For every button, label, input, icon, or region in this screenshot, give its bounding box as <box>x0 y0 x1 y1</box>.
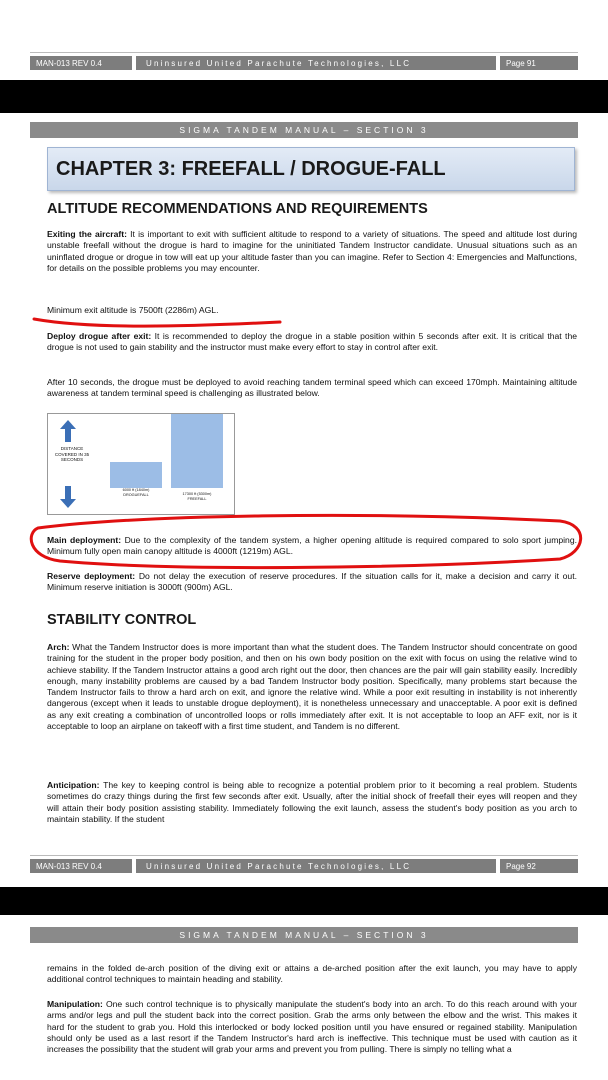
arch-label: Arch: <box>47 642 70 652</box>
chart-category-freefall: FREEFALL <box>187 496 207 501</box>
footer-rule <box>30 52 578 53</box>
arch-paragraph <box>47 642 577 732</box>
chart-bar-freefall <box>171 414 223 488</box>
chart-label-freefall <box>171 492 223 501</box>
deploy-paragraph <box>47 331 577 354</box>
arrow-down-icon <box>60 486 76 508</box>
stability-heading: STABILITY CONTROL <box>47 612 197 628</box>
page-footer <box>30 859 578 873</box>
reserve-deployment-text: Do not delay the execution of reserve procedures. If the situation calls for it, make a decision and carry it out. Minimum reserve initiation is 3000ft (900m) AGL. <box>47 571 577 593</box>
manipulation-paragraph <box>47 999 577 1055</box>
section-header: SIGMA TANDEM MANUAL – SECTION 3 <box>30 122 578 138</box>
chart-bar-droguefall <box>110 462 162 488</box>
footer-rule <box>30 855 578 856</box>
manipulation-label: Manipulation: <box>47 999 103 1009</box>
min-exit-altitude: Minimum exit altitude is 7500ft (2286m) AGL. <box>47 305 219 315</box>
page-92 <box>0 113 608 887</box>
chapter-title: CHAPTER 3: FREEFALL / DROGUE-FALL <box>56 157 446 180</box>
company-name: Uninsured United Parachute Technologies, LLC <box>136 859 496 873</box>
chart-category-droguefall: DROGUEFALL <box>123 492 149 497</box>
reserve-deployment-label: Reserve deployment: <box>47 571 136 581</box>
doc-revision: MAN-013 REV 0.4 <box>30 56 132 70</box>
page-91-tail <box>0 0 608 80</box>
anticipation-text: The key to keeping control is being able to recognize a potential problem prior to it becoming a real problem. Students sometimes do crazy things during the first few seconds after exit. Usually, after the initial shock of freefall their eyes will reopen and they will attain their body position assisting stability. Immediately following the exit launch, assess the student's body position as you arch to maintain stability. If the student <box>47 780 577 824</box>
after-10-seconds-paragraph: After 10 seconds, the drogue must be deployed to avoid reaching tandem terminal speed which can exceed 170mph. Maintaining altitude awareness at tandem terminal speed is challenging as illustrated below. <box>47 377 577 399</box>
doc-revision: MAN-013 REV 0.4 <box>30 859 132 873</box>
reserve-deployment-paragraph <box>47 571 577 594</box>
distance-bar-chart <box>47 413 235 515</box>
deploy-text: It is recommended to deploy the drogue in a stable position within 5 seconds after exit. It is critical that the drogue is not used to gain stability and the instructor must make every effort to stay in control after exit. <box>47 331 578 353</box>
page-number: Page 91 <box>500 56 578 70</box>
chart-value-droguefall: 6000 ft (1840m) <box>122 488 150 492</box>
page-footer <box>30 56 578 70</box>
page-number: Page 92 <box>500 859 578 873</box>
main-deployment-label: Main deployment: <box>47 535 122 545</box>
arrow-up-icon <box>60 420 76 442</box>
anticipation-label: Anticipation: <box>47 780 100 790</box>
manipulation-text: One such control technique is to physically manipulate the student's body into an arch. To do this reach around with your arms and/or legs and pull the student back into the correct position. Grab the arms only between the elbow and the wrist. This makes it hard for the student to grab you. Hold this interlocked or body locked position until you have ensured or regained stability. Manipulation should only be used as a last resort if the Tandem Instructor's hard arch is ineffective. This technique must be used with caution as it increases the possibility that the student will grab your arms and prevent you from pulling. There is simply no telling what a <box>47 999 577 1055</box>
chapter-title-box <box>47 147 575 191</box>
altitude-heading: ALTITUDE RECOMMENDATIONS AND REQUIREMENTS <box>47 201 428 217</box>
exiting-label: Exiting the aircraft: <box>47 229 127 239</box>
exiting-paragraph <box>47 229 577 274</box>
main-deployment-text: Due to the complexity of the tandem system, a higher opening altitude is required compared to solo sport jumping. Minimum fully open main canopy altitude is 4000ft (1219m) AGL. <box>47 535 577 557</box>
deploy-label: Deploy drogue after exit: <box>47 331 152 341</box>
exiting-text: It is important to exit with sufficient altitude to respond to a variety of situations. The speed and altitude lost during unstable freefall without the drogue is hard to imagine for the uninitiated Tandem Instructor candidate. Unusual situations such as an uninflated drogue or drogue in tow will eat up your altitude faster than you can imagine. Refer to Section 4: Emergencies and Malfunctions, for details on the possible problems you may encounter. <box>47 229 577 273</box>
chart-value-freefall: 17300 ft (5300m) <box>182 492 212 496</box>
chart-side-label: DISTANCE COVERED IN 35 SECONDS <box>54 446 90 462</box>
anticipation-paragraph <box>47 780 577 825</box>
arch-text: What the Tandem Instructor does is more important than what the student does. The Tandem Instructor should concentrate on good training for the student in the proper body position, and then on his own body position on the exit with focus on using the relative wind to achieve stability. If the Tandem Instructor attains a good arch right out the door, then chances are the pair will gain stability easily. Incredibly enough, many instability problems are caused by a bad Tandem Instructor body position. Specifically, many problems start because the Tandem Instructor fails to throw a hard arch on exit, and ignore the relative wind. While a poor exit resulting in instability is not inherently dangerous (except when it leads to unstable drogue deployment), it is nonetheless unnecessary and unacceptable. A poor exit is defined as any exit creating a combination of uncontrolled loops or rolls immediately after exit. It is not acceptable to loop an AFF exit, nor is it acceptable to loop an airplane on takeoff with a first time student, and Tandem is no different. <box>47 642 577 732</box>
remains-paragraph: remains in the folded de-arch position of the diving exit or attains a de-arched position after the exit launch, you may have to apply additional control techniques to maintain heading and stability. <box>47 963 577 985</box>
main-deployment-paragraph <box>47 535 577 558</box>
section-header: SIGMA TANDEM MANUAL – SECTION 3 <box>30 927 578 943</box>
page-93-head <box>0 915 608 1080</box>
chart-label-droguefall <box>110 488 162 497</box>
company-name: Uninsured United Parachute Technologies, LLC <box>136 56 496 70</box>
